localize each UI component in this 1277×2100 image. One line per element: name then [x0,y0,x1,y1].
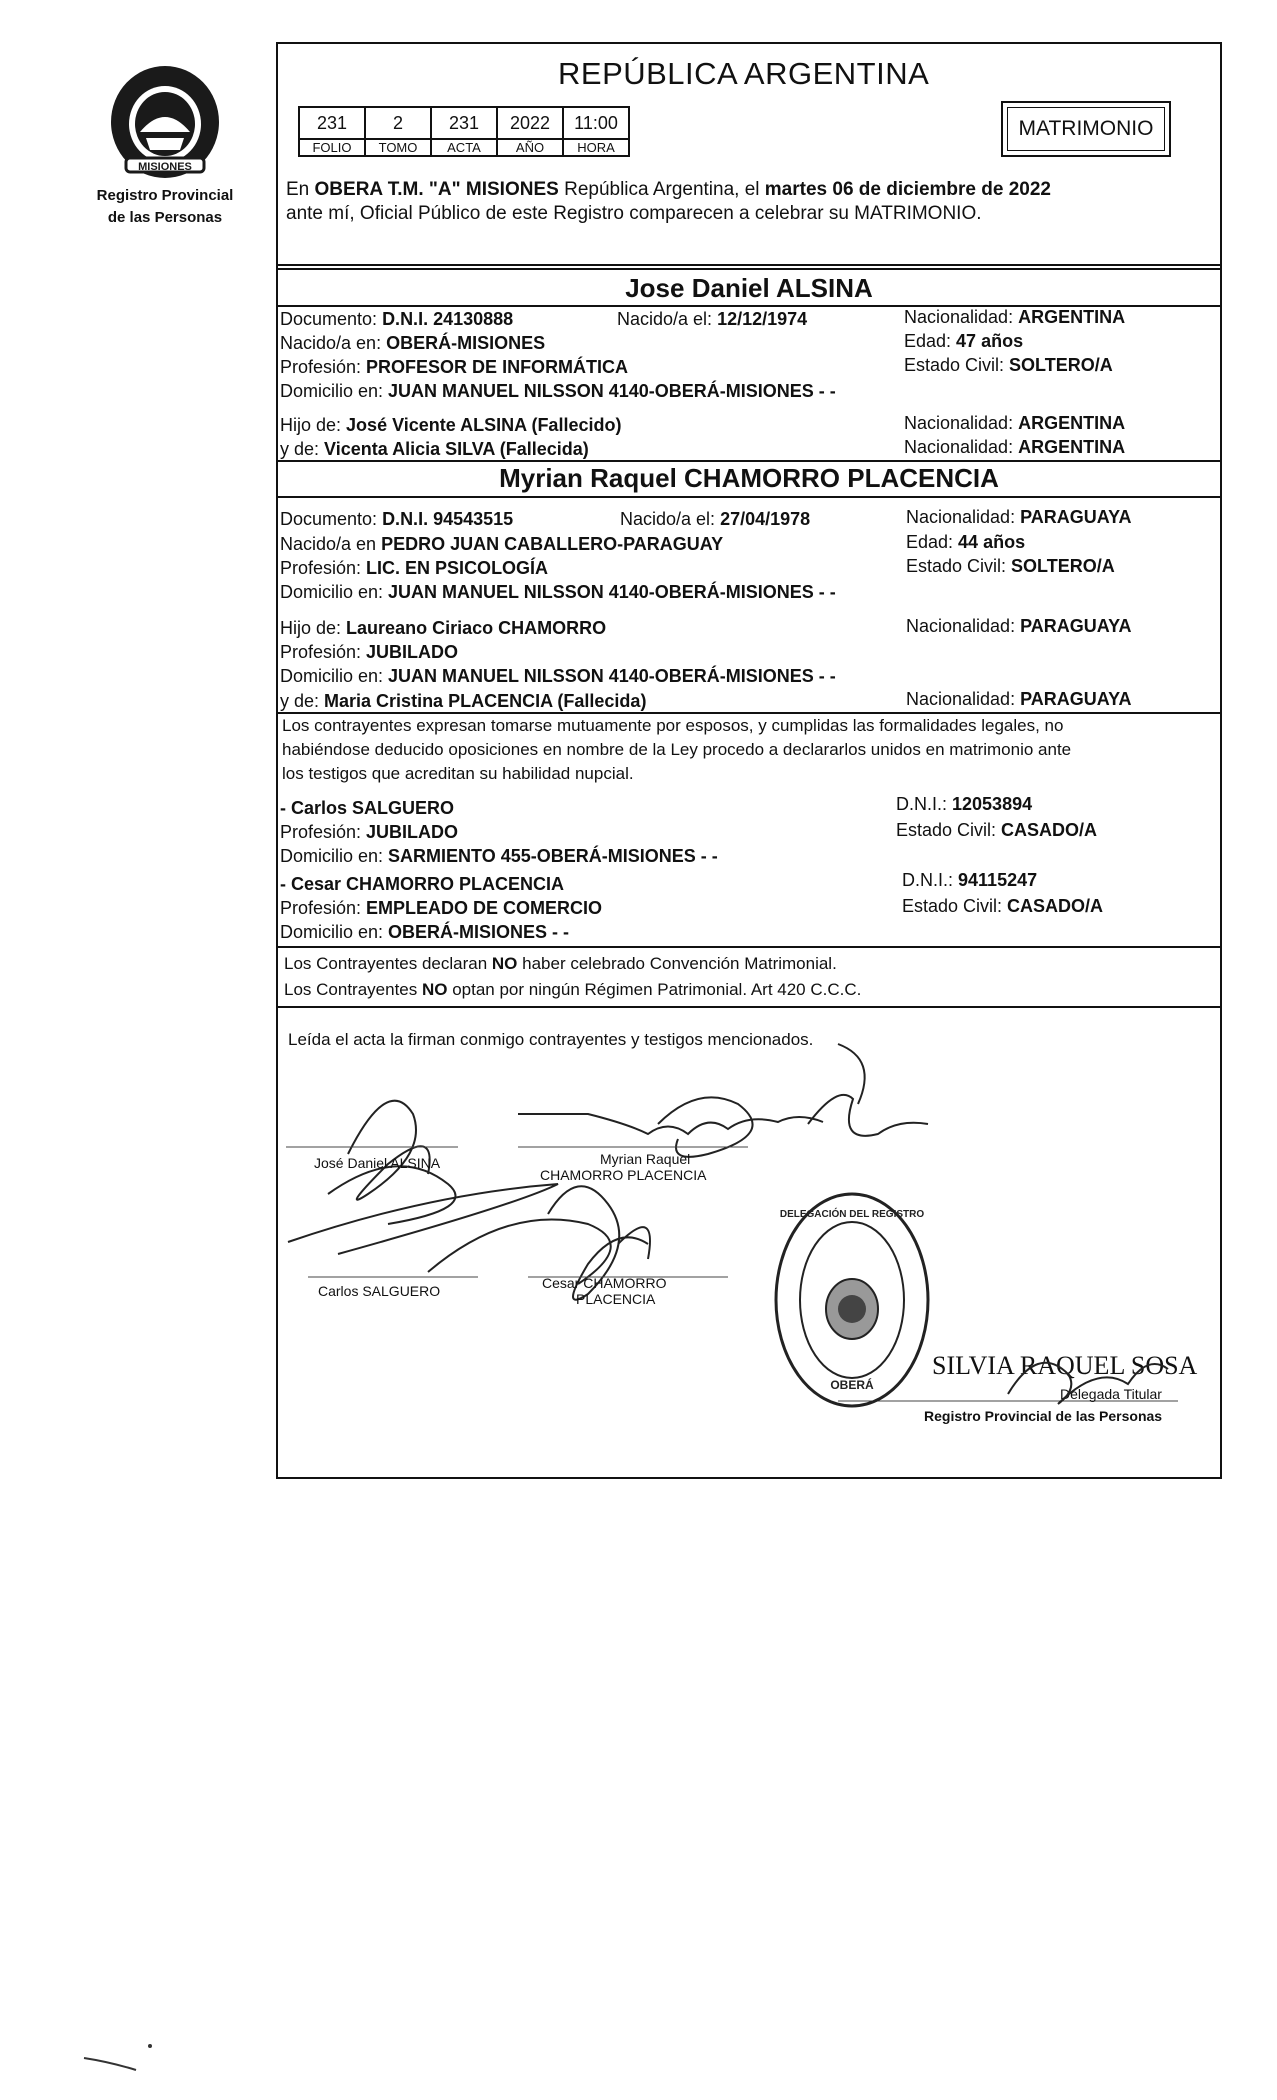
official-name: SILVIA RAQUEL SOSA [932,1351,1198,1380]
registry-logo [90,62,240,226]
spouse2-father-address: Domicilio en: JUAN MANUEL NILSSON 4140-OBERÁ-MISIONES - - [280,666,836,686]
witness1-address: Domicilio en: SARMIENTO 455-OBERÁ-MISIONES - - [280,846,718,866]
spouse2-address: Domicilio en: JUAN MANUEL NILSSON 4140-OBERÁ-MISIONES - - [280,582,836,602]
witness2-dni: D.N.I.: 94115247 [902,870,1038,890]
tomo-value: 2 [365,107,431,139]
year-label: AÑO [497,139,563,156]
year-value: 2022 [497,107,563,139]
spouse1-profession: Profesión: PROFESOR DE INFORMÁTICA [280,357,629,377]
intro-line-2: ante mí, Oficial Público de este Registro comparecen a celebrar su MATRIMONIO. [286,203,982,224]
spouse1-name: Jose Daniel ALSINA [625,273,873,303]
spouse1-mother: y de: Vicenta Alicia SILVA (Fallecida) [280,439,589,459]
acta-value: 231 [431,107,497,139]
witness2-profession: Profesión: EMPLEADO DE COMERCIO [280,898,603,918]
svg-text:MISIONES: MISIONES [138,161,192,173]
signature-label-witness1: Carlos SALGUERO [318,1283,441,1299]
spouse1-document: Documento: D.N.I. 24130888 [280,309,514,329]
signatures-drawing [278,44,1224,1481]
official-title: Delegada Titular [1060,1386,1162,1402]
province-seal-icon [106,62,224,182]
folio-label: FOLIO [299,139,365,156]
witness2-civil-status: Estado Civil: CASADO/A [902,896,1104,916]
spouse1-nationality: Nacionalidad: ARGENTINA [904,307,1126,327]
page-mark [80,2040,160,2080]
convention-line-2: Los Contrayentes NO optan por ningún Régimen Patrimonial. Art 420 C.C.C. [284,980,862,999]
spouse2-father-nationality: Nacionalidad: PARAGUAYA [906,616,1132,636]
official-stamp-icon [772,1189,932,1411]
witness1-name: - Carlos SALGUERO [280,798,455,818]
spouse1-birth-place: Nacido/a en: OBERÁ-MISIONES [280,333,546,353]
official-office: Registro Provincial de las Personas [924,1408,1163,1424]
svg-text:OBERÁ: OBERÁ [830,1378,874,1392]
signature-label-spouse1: José Daniel ALSINA [314,1155,441,1171]
logo-caption-line2: de las Personas [107,209,223,226]
declaration-line-2: habiéndose deducido oposiciones en nombre de la Ley procedo a declararlos unidos en matrimonio ante [282,740,1072,759]
signature-label-spouse2-line2: CHAMORRO PLACENCIA [540,1167,707,1183]
country-title: REPÚBLICA ARGENTINA [558,56,930,91]
convention-line-1: Los Contrayentes declaran NO haber celebrado Convención Matrimonial. [284,954,837,973]
spouse2-father: Hijo de: Laureano Ciriaco CHAMORRO [280,618,607,638]
witness2-address: Domicilio en: OBERÁ-MISIONES - - [280,922,570,942]
spouse2-father-profession: Profesión: JUBILADO [280,642,459,662]
spouse2-birth-date: Nacido/a el: 27/04/1978 [620,509,811,529]
svg-text:DELEGACIÓN DEL REGISTRO: DELEGACIÓN DEL REGISTRO [779,1209,925,1220]
spouse1-father: Hijo de: José Vicente ALSINA (Fallecido) [280,415,622,435]
signature-label-spouse2-line1: Myrian Raquel [600,1151,691,1167]
spouse1-mother-nationality: Nacionalidad: ARGENTINA [904,437,1126,457]
acta-label: ACTA [431,139,497,156]
intro-line-1: En OBERA T.M. "A" MISIONES República Argentina, el martes 06 de diciembre de 2022 [286,179,1051,200]
signature-label-witness2-line1: Cesar CHAMORRO [542,1275,667,1291]
spouse2-mother-nationality: Nacionalidad: PARAGUAYA [906,689,1132,709]
witness1-civil-status: Estado Civil: CASADO/A [896,820,1098,840]
spouse2-age: Edad: 44 años [906,532,1026,552]
spouse2-nationality: Nacionalidad: PARAGUAYA [906,507,1132,527]
spouse2-profession: Profesión: LIC. EN PSICOLOGÍA [280,558,549,578]
hour-value: 11:00 [563,107,629,139]
declaration-line-3: los testigos que acreditan su habilidad nupcial. [282,764,634,783]
spouse2-civil-status: Estado Civil: SOLTERO/A [906,556,1115,576]
spouse1-address: Domicilio en: JUAN MANUEL NILSSON 4140-OBERÁ-MISIONES - - [280,381,836,401]
closing-statement: Leída el acta la firman conmigo contrayentes y testigos mencionados. [288,1030,814,1049]
spouse1-civil-status: Estado Civil: SOLTERO/A [904,355,1113,375]
hour-label: HORA [563,139,629,156]
witness1-profession: Profesión: JUBILADO [280,822,459,842]
tomo-label: TOMO [365,139,431,156]
act-type-box: MATRIMONIO [1001,101,1171,157]
spouse1-age: Edad: 47 años [904,331,1024,351]
spouse1-father-nationality: Nacionalidad: ARGENTINA [904,413,1126,433]
logo-caption-line1: Registro Provincial [96,187,234,204]
spouse1-birth-date: Nacido/a el: 12/12/1974 [617,309,808,329]
declaration-line-1: Los contrayentes expresan tomarse mutuamente por esposos, y cumplidas las formalidades legales, no [282,716,1064,735]
spouse2-birth-place: Nacido/a en PEDRO JUAN CABALLERO-PARAGUAY [280,534,724,554]
marriage-certificate [276,42,1222,1479]
signature-label-witness2-line2: PLACENCIA [576,1291,656,1307]
witness2-name: - Cesar CHAMORRO PLACENCIA [280,874,565,894]
spouse2-mother: y de: Maria Cristina PLACENCIA (Fallecida) [280,691,647,711]
spouse2-name: Myrian Raquel CHAMORRO PLACENCIA [499,463,999,493]
witness1-dni: D.N.I.: 12053894 [896,794,1033,814]
folio-value: 231 [299,107,365,139]
official-signature [998,1334,1178,1414]
spouse2-document: Documento: D.N.I. 94543515 [280,509,514,529]
